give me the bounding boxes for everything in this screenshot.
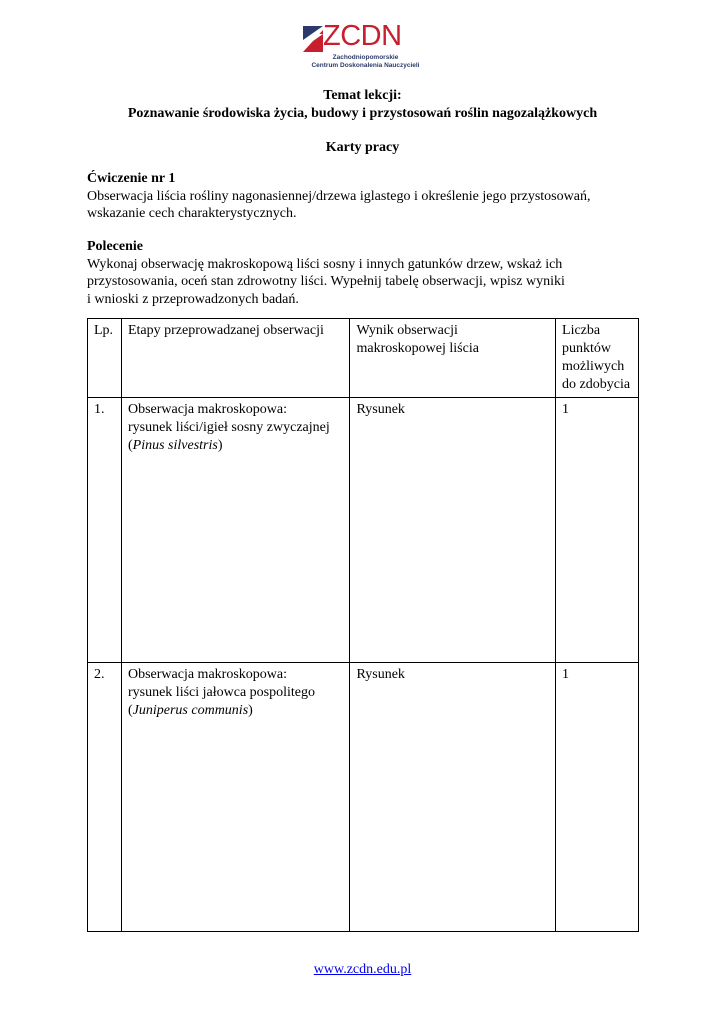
logo-mark-icon	[303, 22, 325, 52]
latin-close-paren: )	[217, 438, 223, 453]
header-result-line2: makroskopowej liścia	[356, 341, 479, 356]
row-result-drawing-area[interactable]: Rysunek	[350, 398, 556, 663]
row-result-drawing-area[interactable]: Rysunek	[350, 663, 556, 932]
row-stage	[121, 663, 349, 932]
instruction-title: Polecenie	[87, 239, 143, 254]
row-lp: 2.	[88, 663, 122, 932]
exercise-section	[87, 170, 647, 223]
header-points	[556, 319, 639, 398]
table-row	[88, 663, 639, 932]
row-stage-line1: Obserwacja makroskopowa:	[127, 667, 287, 682]
row-points: 1	[556, 398, 639, 663]
topic-label: Temat lekcji:	[323, 88, 402, 103]
exercise-title: Ćwiczenie nr 1	[87, 171, 176, 186]
row-latin-name	[128, 437, 343, 455]
instruction-line1: Wykonaj obserwację makroskopową liści sosny i innych gatunków drzew, wskaż ich	[87, 256, 563, 272]
header-lp: Lp.	[88, 319, 122, 398]
table-header-row	[88, 319, 639, 398]
row-stage-line2: rysunek liści jałowca pospolitego	[127, 685, 316, 700]
header-result	[350, 319, 556, 398]
logo-subtitle	[303, 54, 428, 70]
header-points-line4: do zdobycia	[562, 377, 631, 392]
header-result-line1: Wynik obserwacji	[356, 323, 458, 338]
header-points-line3: możliwych	[562, 359, 625, 374]
row-latin-name	[128, 702, 343, 720]
header-stages: Etapy przeprowadzanej obserwacji	[121, 319, 349, 398]
website-link[interactable]: www.zcdn.edu.pl	[313, 962, 412, 977]
exercise-line1: Obserwacja liścia rośliny nagonasiennej/drzewa iglastego i określenie jego przystosowań,	[87, 188, 591, 204]
footer	[0, 962, 725, 978]
logo-wordmark: ZCDN	[323, 20, 402, 52]
row-stage-line2: rysunek liści/igieł sosny zwyczajnej	[127, 420, 330, 435]
latin-open-paren: (	[127, 438, 133, 453]
instruction-section	[87, 238, 647, 308]
logo-subtitle-line2: Centrum Doskonalenia Nauczycieli	[311, 62, 420, 69]
observation-table	[87, 318, 639, 932]
header-points-line2: punktów	[562, 341, 612, 356]
header-points-line1: Liczba	[562, 323, 601, 338]
row-stage-line1: Obserwacja makroskopowa:	[127, 402, 287, 417]
latin-species: Juniperus communis	[132, 703, 249, 718]
latin-close-paren: )	[248, 703, 253, 718]
table-row	[88, 398, 639, 663]
row-stage	[121, 398, 349, 663]
topic-title: Poznawanie środowiska życia, budowy i przystosowań roślin nagozalążkowych	[127, 106, 598, 121]
zcdn-logo	[303, 22, 423, 70]
latin-species: Pinus silvestris	[132, 438, 218, 453]
row-lp: 1.	[88, 398, 122, 663]
latin-open-paren: (	[127, 703, 133, 718]
instruction-line3: i wnioski z przeprowadzonych badań.	[87, 291, 299, 307]
exercise-line2: wskazanie cech charakterystycznych.	[87, 206, 297, 221]
logo-subtitle-line1: Zachodniopomorskie	[332, 54, 399, 61]
row-points: 1	[556, 663, 639, 932]
worksheet-subtitle: Karty pracy	[325, 140, 400, 155]
instruction-line2: przystosowania, oceń stan zdrowotny liści. Wypełnij tabelę obserwacji, wpisz wyniki	[87, 274, 565, 289]
